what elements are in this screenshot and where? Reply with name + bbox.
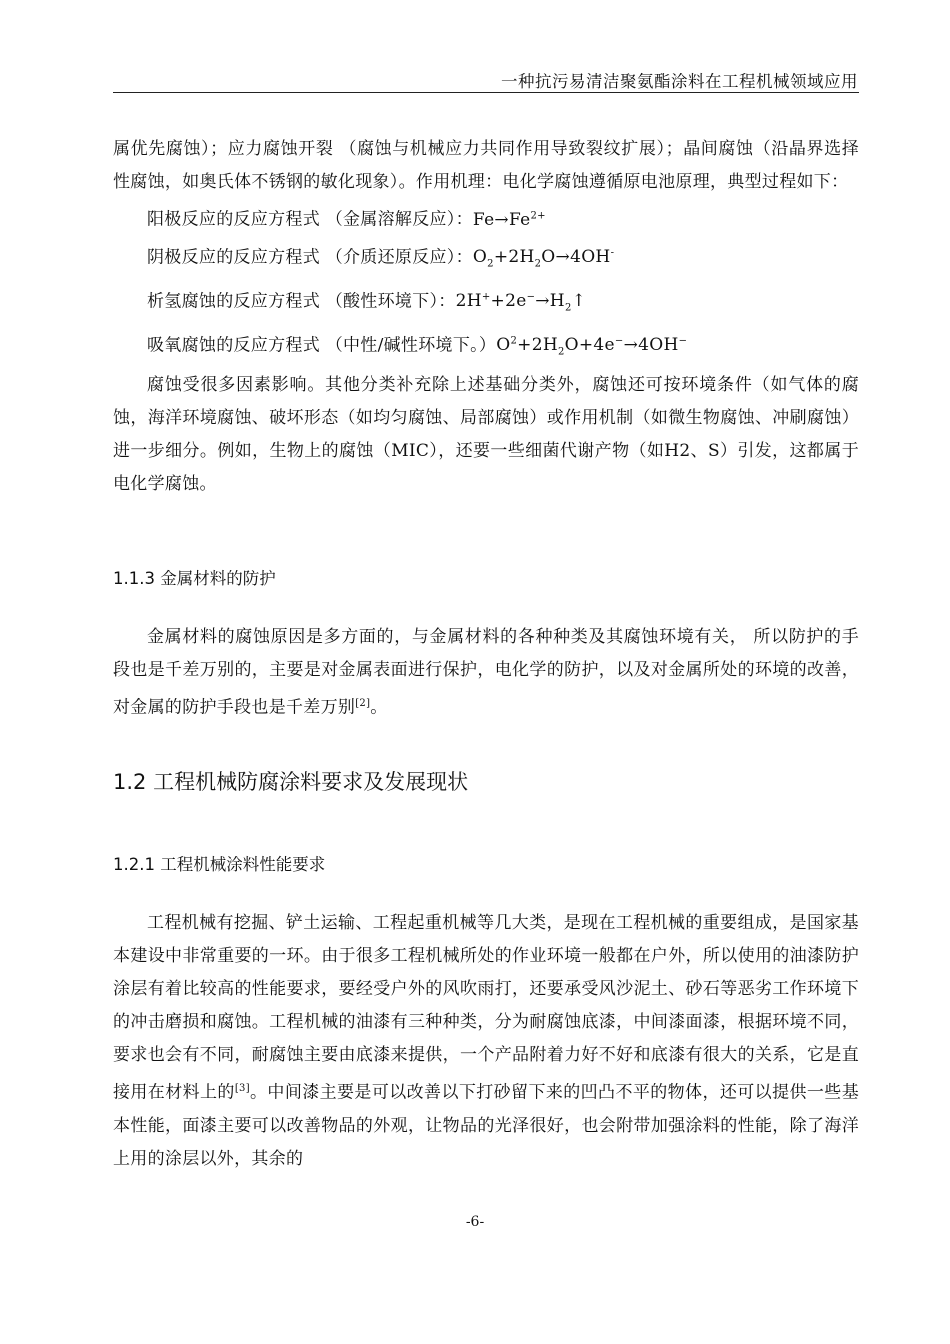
section-heading-1-2-1: 1.2.1 工程机械涂料性能要求 — [113, 855, 326, 874]
equation-formula: $O^2+2H_2O+4e^-\to 4OH^-$ — [496, 335, 688, 358]
citation: [2] — [355, 698, 371, 709]
equation-hydrogen-evolution — [113, 281, 859, 325]
equation-label: 阴极反应的反应方程式 （介质还原反应）： — [147, 247, 473, 268]
equation-anode — [113, 199, 859, 237]
equation-formula: $2H^++2e^-\to H_2↑$ — [455, 291, 587, 314]
equation-label: 阳极反应的反应方程式 （金属溶解反应）： — [147, 209, 473, 230]
equation-formula: $Fe\to Fe^{2+}$ — [472, 209, 546, 230]
paragraph-metal-protection — [113, 621, 859, 725]
running-header: 一种抗污易清洁聚氨酯涂料在工程机械领域应用 — [501, 72, 858, 91]
equation-formula: $O_2+2H_2O\to 4OH^-$ — [472, 247, 615, 270]
body-block-3 — [113, 907, 859, 1176]
paragraph-text: 。中间漆主要是可以改善以下打砂留下来的凹凸不平的物体，还可以提供一些基本性能，面漆主要可以改善物品的外观，让物品的光泽很好，也会附带加强涂料的性能，除了海洋上用的涂层以外，其余的 — [113, 1082, 859, 1169]
paragraph-corrosion-factors: 腐蚀受很多因素影响。其他分类补充除上述基础分类外，腐蚀还可按环境条件（如气体的腐蚀，海洋环境腐蚀、破坏形态（如均匀腐蚀、局部腐蚀）或作用机制（如微生物腐蚀、冲刷腐蚀）进一步细分。例如，生物上的腐蚀（MIC），还要一些细菌代谢产物（如H2、S）引发，这都属于电化学腐蚀。 — [113, 374, 859, 494]
citation: [3] — [234, 1083, 250, 1094]
equation-oxygen-absorption — [113, 325, 859, 369]
section-heading-1-1-3: 1.1.3 金属材料的防护 — [113, 569, 276, 588]
paragraph-text: 金属材料的腐蚀原因是多方面的，与金属材料的各种种类及其腐蚀环境有关， 所以防护的手段也是千差万别的，主要是对金属表面进行保护，电化学的防护，以及对金属所处的环境的改善，对金属的防护手段也是千差万别 — [113, 627, 859, 718]
paragraph-coating-requirements — [113, 907, 859, 1176]
section-heading-1-2: 1.2 工程机械防腐涂料要求及发展现状 — [113, 770, 469, 794]
header-rule — [113, 92, 859, 93]
paragraph-corrosion-types: 属优先腐蚀）；应力腐蚀开裂 （腐蚀与机械应力共同作用导致裂纹扩展）；晶间腐蚀（沿晶界选择性腐蚀，如奥氏体不锈钢的敏化现象）。作用机理：电化学腐蚀遵循原电池原理，典型过程如下： — [113, 139, 859, 192]
body-block-1 — [113, 133, 859, 501]
paragraph-text: 工程机械有挖掘、铲土运输、工程起重机械等几大类，是现在工程机械的重要组成，是国家基本建设中非常重要的一环。由于很多工程机械所处的作业环境一般都在户外，所以使用的油漆防护涂层有着比较高的性能要求，要经受户外的风吹雨打，还要承受风沙泥土、砂石等恶劣工作环境下的冲击磨损和腐蚀。工程机械的油漆有三种种类，分为耐腐蚀底漆，中间漆面漆，根据环境不同，要求也会有不同，耐腐蚀主要由底漆来提供，一个产品附着力好不好和底漆有很大的关系，它是直接用在材料上的 — [113, 913, 859, 1103]
equation-label: 析氢腐蚀的反应方程式 （酸性环境下）： — [147, 291, 456, 312]
paragraph-tail: 。 — [370, 697, 388, 718]
page-number: -6- — [465, 1214, 485, 1230]
body-block-2 — [113, 621, 859, 725]
equation-cathode — [113, 237, 859, 281]
equation-label: 吸氧腐蚀的反应方程式 （中性/碱性环境下。） — [147, 335, 497, 356]
